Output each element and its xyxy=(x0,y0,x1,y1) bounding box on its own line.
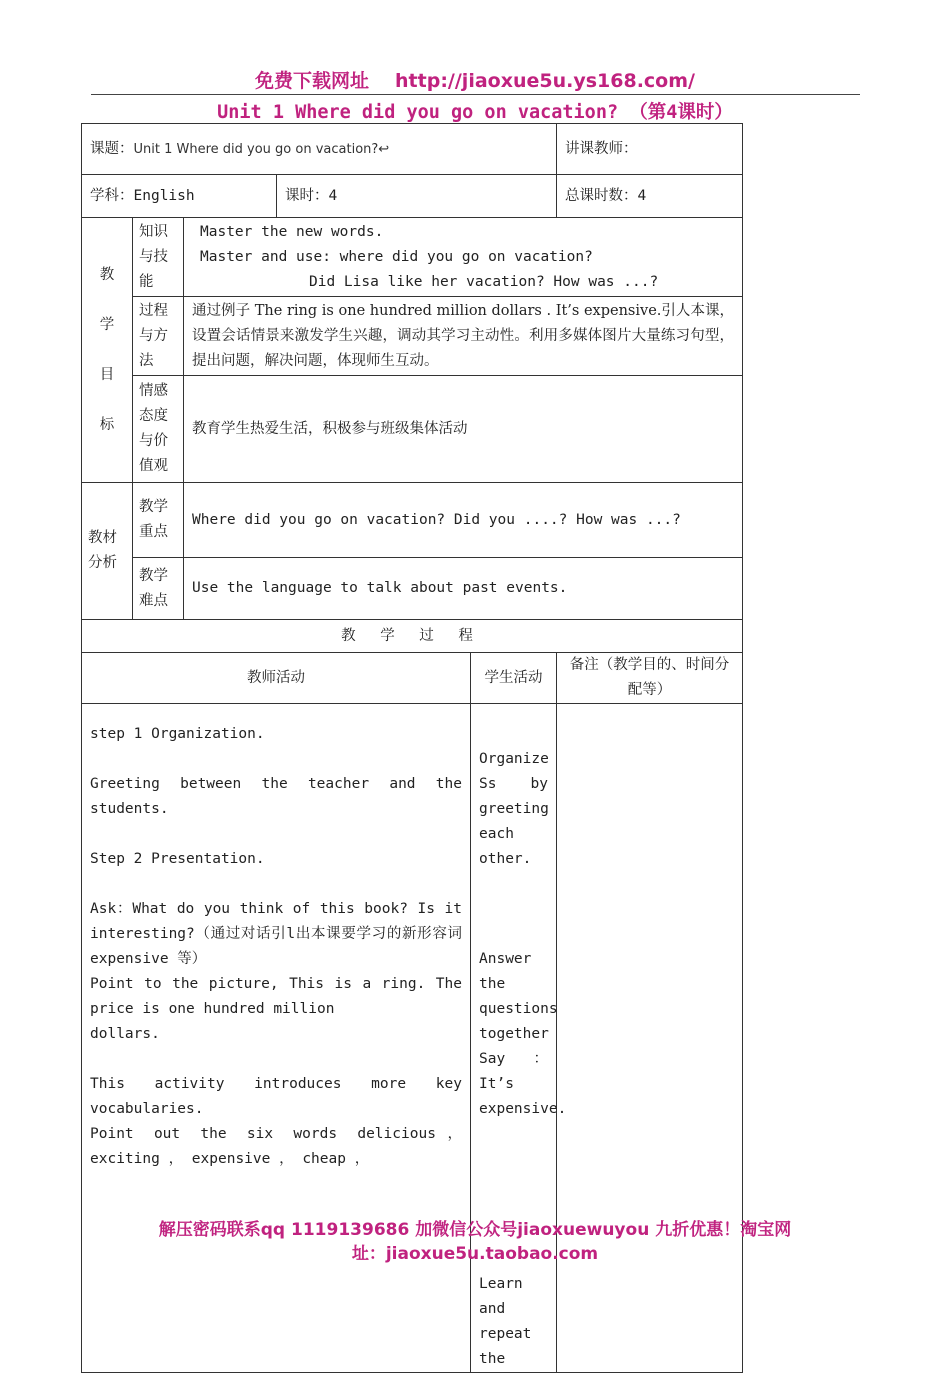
emotion-text: 教育学生热爱生活，积极参与班级集体活动 xyxy=(184,376,743,483)
student-activity-line xyxy=(479,872,548,897)
student-activity-line: Learn and repeat the xyxy=(479,1276,532,1367)
topic-row xyxy=(82,124,743,175)
knowledge-line: Did Lisa like her vacation? How was ...? xyxy=(309,273,659,290)
knowledge-row xyxy=(82,218,743,297)
objectives-char: 目 xyxy=(99,367,115,383)
col-teacher-header: 教师活动 xyxy=(82,653,471,704)
knowledge-label: 知识与技能 xyxy=(133,218,184,297)
teacher-activities xyxy=(82,704,471,1373)
footer-promo xyxy=(0,1218,950,1266)
difficulty-text: Use the language to talk about past events. xyxy=(184,558,743,620)
student-activity-line xyxy=(479,1122,548,1147)
teacher-activity-line: step 1 Organization. xyxy=(90,726,265,742)
student-activity-line xyxy=(479,1172,548,1197)
download-url-link[interactable]: http://jiaoxue5u.ys168.com/ xyxy=(395,70,695,92)
topic-value: Unit 1 Where did you go on vacation?↩ xyxy=(133,141,390,157)
knowledge-content xyxy=(184,218,743,297)
student-activity-line xyxy=(479,922,548,947)
difficulty-row xyxy=(82,558,743,620)
page-title: Unit 1 Where did you go on vacation? （第4课时） xyxy=(217,102,733,123)
subject-cell: 学科：English xyxy=(82,175,277,218)
student-activity-line xyxy=(479,1147,548,1172)
student-activity-line: Answer the questions together xyxy=(479,951,558,1042)
teacher-activity-line: Point to the picture, This is a ring. The price is one hundred million xyxy=(90,976,462,1017)
process-text: 通过例子 The ring is one hundred million dollars . It’s expensive.引人本课，设置会话情景来激发学生兴趣，调动其学习主动性。利用多媒体图片大量练习句型，提出问题，解决问题，体现师生互动。 xyxy=(184,297,743,376)
col-student-header: 学生活动 xyxy=(471,653,557,704)
process-heading: 教 学 过 程 xyxy=(82,620,743,653)
focus-label: 教学重点 xyxy=(133,483,184,558)
student-activity-line xyxy=(479,897,548,922)
student-activities xyxy=(471,704,567,1373)
teacher-activity-line: dollars. xyxy=(90,1026,160,1042)
download-header xyxy=(0,66,950,93)
teacher-activity-line: This activity introduces more key vocabularies. xyxy=(90,1076,462,1117)
student-activity-line: Say ： It’s expensive. xyxy=(479,1051,567,1117)
teacher-activity-line: Ask：What do you think of this book? Is it interesting?（通过对话引l出本课要学习的新形容词expensive 等） xyxy=(90,901,462,967)
activities-row xyxy=(82,704,743,1373)
teacher-activity-line xyxy=(90,872,462,897)
period-cell: 课时：4 xyxy=(277,175,557,218)
column-header-row xyxy=(82,653,743,704)
total-periods-cell: 总课时数：4 xyxy=(557,175,743,218)
objectives-char: 学 xyxy=(99,317,115,333)
teacher-activity-line xyxy=(90,747,462,772)
focus-text: Where did you go on vacation? Did you ....? How was ...? xyxy=(184,483,743,558)
topic-cell xyxy=(82,124,557,175)
teacher-activity-line: Point out the six words delicious，exciting ， expensive ， cheap ， xyxy=(90,1126,462,1167)
topic-label: 课题： xyxy=(90,140,134,157)
process-row xyxy=(82,297,743,376)
teacher-activity-line xyxy=(90,822,462,847)
difficulty-label: 教学难点 xyxy=(133,558,184,620)
emotion-row xyxy=(82,376,743,483)
teacher-cell xyxy=(557,124,743,175)
notes-cell xyxy=(557,704,743,1373)
process-heading-row xyxy=(82,620,743,653)
focus-row xyxy=(82,483,743,558)
knowledge-line: Master the new words. xyxy=(200,223,384,240)
analysis-label: 教材分析 xyxy=(82,483,133,620)
objectives-char: 教 xyxy=(99,267,115,283)
lesson-plan-table xyxy=(81,123,743,1373)
subject-row xyxy=(82,175,743,218)
emotion-label: 情感态度与价值观 xyxy=(133,376,184,483)
teacher-activity-line: Greeting between the teacher and the students. xyxy=(90,776,462,817)
student-activity-line xyxy=(479,722,548,747)
teacher-activity-line: Step 2 Presentation. xyxy=(90,851,265,867)
teacher-label: 讲课教师： xyxy=(565,140,638,157)
process-label: 过程与方法 xyxy=(133,297,184,376)
student-activity-line: Organize Ss by greeting each other. xyxy=(479,751,549,867)
footer-line-1: 解压密码联系qq 1119139686 加微信公众号jiaoxuewuyou 九折优惠！淘宝网 xyxy=(158,1220,792,1240)
header-divider xyxy=(91,94,860,95)
objectives-label xyxy=(82,218,133,483)
teacher-activity-line xyxy=(90,1047,462,1072)
col-notes-header: 备注（教学目的、时间分配等） xyxy=(557,653,743,704)
download-label: 免费下载网址 xyxy=(255,70,370,92)
objectives-char: 标 xyxy=(99,417,115,433)
knowledge-line: Master and use: where did you go on vacation? xyxy=(200,248,593,265)
footer-line-2[interactable]: 址：jiaoxue5u.taobao.com xyxy=(351,1244,599,1264)
